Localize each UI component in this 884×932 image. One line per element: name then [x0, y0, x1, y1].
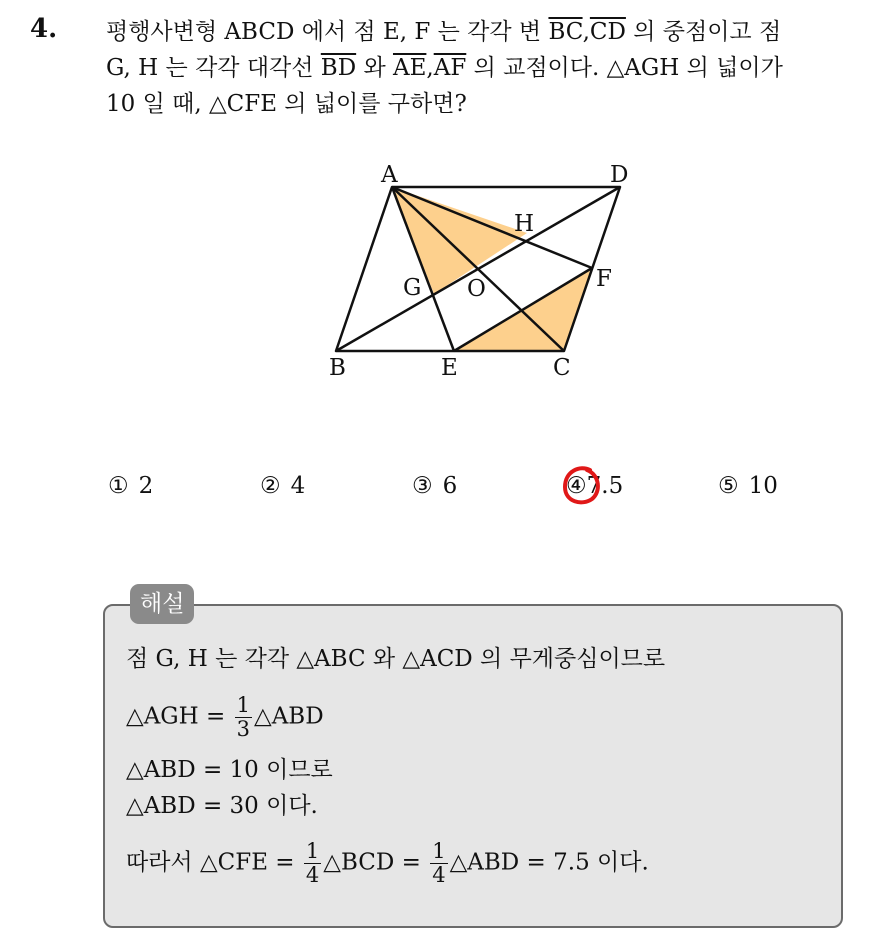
choice-3-mark: ③ [412, 473, 433, 499]
fraction-denominator: 3 [236, 717, 250, 741]
choice-1-mark: ① [108, 473, 129, 499]
question-text [106, 14, 866, 122]
choice-2[interactable] [260, 468, 305, 504]
choice-1-value: 2 [138, 473, 154, 499]
question-line-3: 10 일 때, △CFE 의 넓이를 구하면? [106, 91, 467, 117]
solution-line-2 [126, 694, 324, 741]
solution-line-1: 점 G, H 는 각각 △ABC 와 △ACD 의 무게중심이므로 [126, 646, 666, 672]
label-c: C [553, 355, 571, 381]
question-number: 4. [30, 14, 58, 44]
fraction-one-quarter [304, 840, 321, 887]
label-h: H [514, 211, 535, 237]
choice-5-mark: ⑤ [718, 473, 739, 499]
question-text-fragment: G, H 는 각각 대각선 [106, 55, 321, 81]
solution-line-3: △ABD = 10 이므로 [126, 757, 333, 783]
label-o: O [467, 276, 486, 302]
choice-5[interactable] [718, 468, 778, 504]
fraction-denominator: 4 [305, 863, 320, 887]
fraction-one-quarter [430, 840, 447, 887]
fraction-one-third [235, 694, 252, 741]
question-text-fragment: 의 중점이고 점 [625, 19, 782, 45]
label-g: G [403, 275, 422, 301]
fraction-numerator: 1 [236, 693, 250, 717]
question-line-1 [106, 14, 866, 50]
question-text-fragment: 와 [356, 55, 393, 81]
choice-2-mark: ② [260, 473, 281, 499]
fraction-numerator: 1 [305, 839, 320, 863]
solution-text-fragment: 따라서 △CFE = [126, 849, 302, 876]
choice-5-value: 10 [748, 473, 778, 499]
comma: , [426, 55, 434, 81]
label-e: E [441, 355, 458, 381]
question-text-fragment: 평행사변형 ABCD 에서 점 E, F 는 각각 변 [106, 19, 549, 45]
fraction-denominator: 4 [432, 863, 446, 887]
segment-bc: $\overline{BC}$ [548, 19, 583, 45]
choice-3-value: 6 [442, 473, 458, 499]
label-d: D [610, 162, 629, 188]
choice-4-value: 7.5 [586, 473, 624, 499]
question-line-2 [106, 50, 866, 86]
answer-choices [108, 468, 848, 504]
choice-4[interactable] [566, 468, 623, 504]
solution-text-fragment: △BCD = [323, 849, 429, 876]
segment-bd: $\overline{BD}$ [320, 55, 357, 81]
fraction-numerator: 1 [432, 839, 446, 863]
parallelogram-figure [320, 150, 660, 390]
choice-3[interactable] [412, 468, 457, 504]
label-f: F [596, 266, 612, 292]
label-b: B [329, 355, 346, 381]
question-text-fragment: 의 교점이다. △AGH 의 넓이가 [466, 55, 783, 81]
segment-cd: $\overline{CD}$ [589, 19, 626, 45]
solution-line-4: △ABD = 30 이다. [126, 793, 318, 819]
segment-ae: $\overline{AE}$ [392, 55, 427, 81]
choice-4-mark: ④ [566, 473, 587, 499]
comma: , [582, 19, 590, 45]
solution-line-5 [126, 840, 649, 887]
choice-2-value: 4 [290, 473, 306, 499]
solution-tab: 해설 [130, 584, 194, 624]
label-a: A [381, 162, 398, 188]
solution-text-fragment: △ABD = 7.5 이다. [449, 849, 649, 876]
choice-1[interactable] [108, 468, 153, 504]
solution-text-fragment: △ABD [254, 703, 324, 730]
diagonal-bd [336, 187, 620, 351]
solution-text-fragment: △AGH = [126, 703, 233, 730]
segment-af: $\overline{AF}$ [433, 55, 467, 81]
